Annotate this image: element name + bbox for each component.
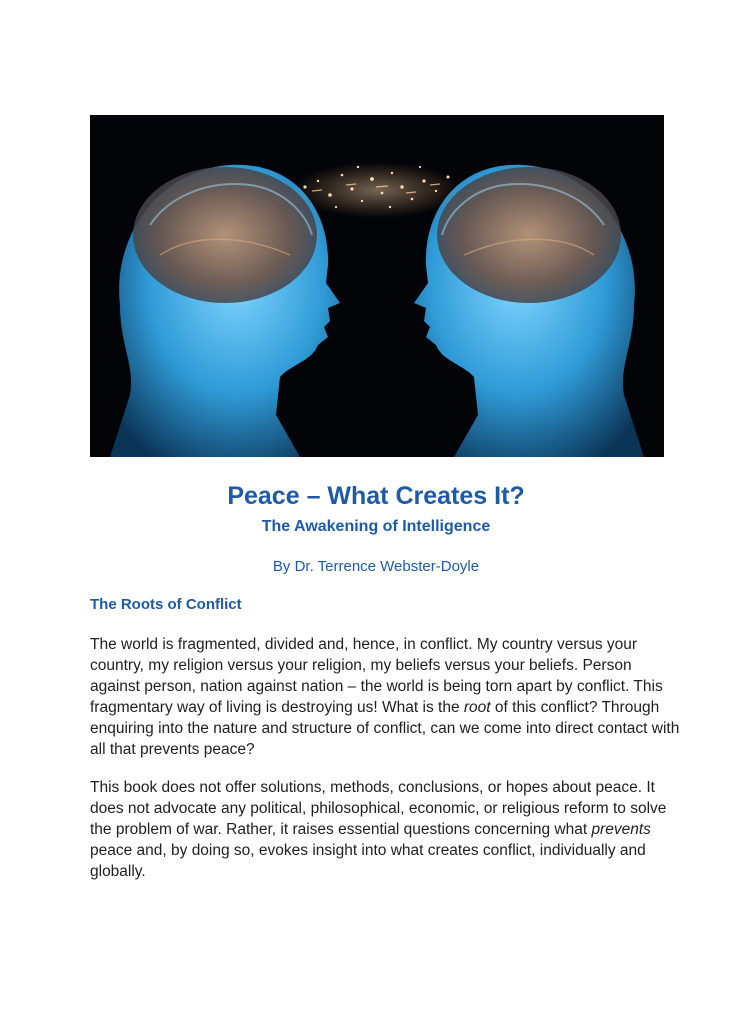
paragraph-2-text-start: This book does not offer solutions, methods, conclusions, or hopes about peace. It does not advocate any political, philosophical, economic, or religious reform to solve the problem of war. Rather, it raises essential questions concerning what <box>90 779 667 838</box>
paragraph-2-emphasis: prevents <box>591 821 651 838</box>
document-title: Peace – What Creates It? <box>227 482 525 510</box>
section-heading: The Roots of Conflict <box>90 596 242 613</box>
cover-illustration <box>90 115 664 457</box>
spark-stream <box>292 162 462 218</box>
body-paragraph-1 <box>90 634 680 760</box>
two-heads-illustration <box>90 115 664 457</box>
body-paragraph-2 <box>90 777 680 882</box>
paragraph-1-emphasis: root <box>463 699 491 716</box>
document-subtitle: The Awakening of Intelligence <box>261 518 491 535</box>
paragraph-1-text-end: of this conflict? Through enquiring into the nature and structure of conflict, can we come into direct contact with all that prevents peace? <box>90 699 680 758</box>
paragraph-2-text-end: peace and, by doing so, evokes insight into what creates conflict, individually and globally. <box>90 842 646 880</box>
paragraph-1-text-start: The world is fragmented, divided and, hence, in conflict. My country versus your country, my religion versus your religion, my beliefs versus your beliefs. Person against person, nation against nation – the world is being torn apart by conflict. This fragmentary way of living is destroying us! What is the <box>90 636 663 716</box>
author-byline: By Dr. Terrence Webster-Doyle <box>272 558 480 575</box>
